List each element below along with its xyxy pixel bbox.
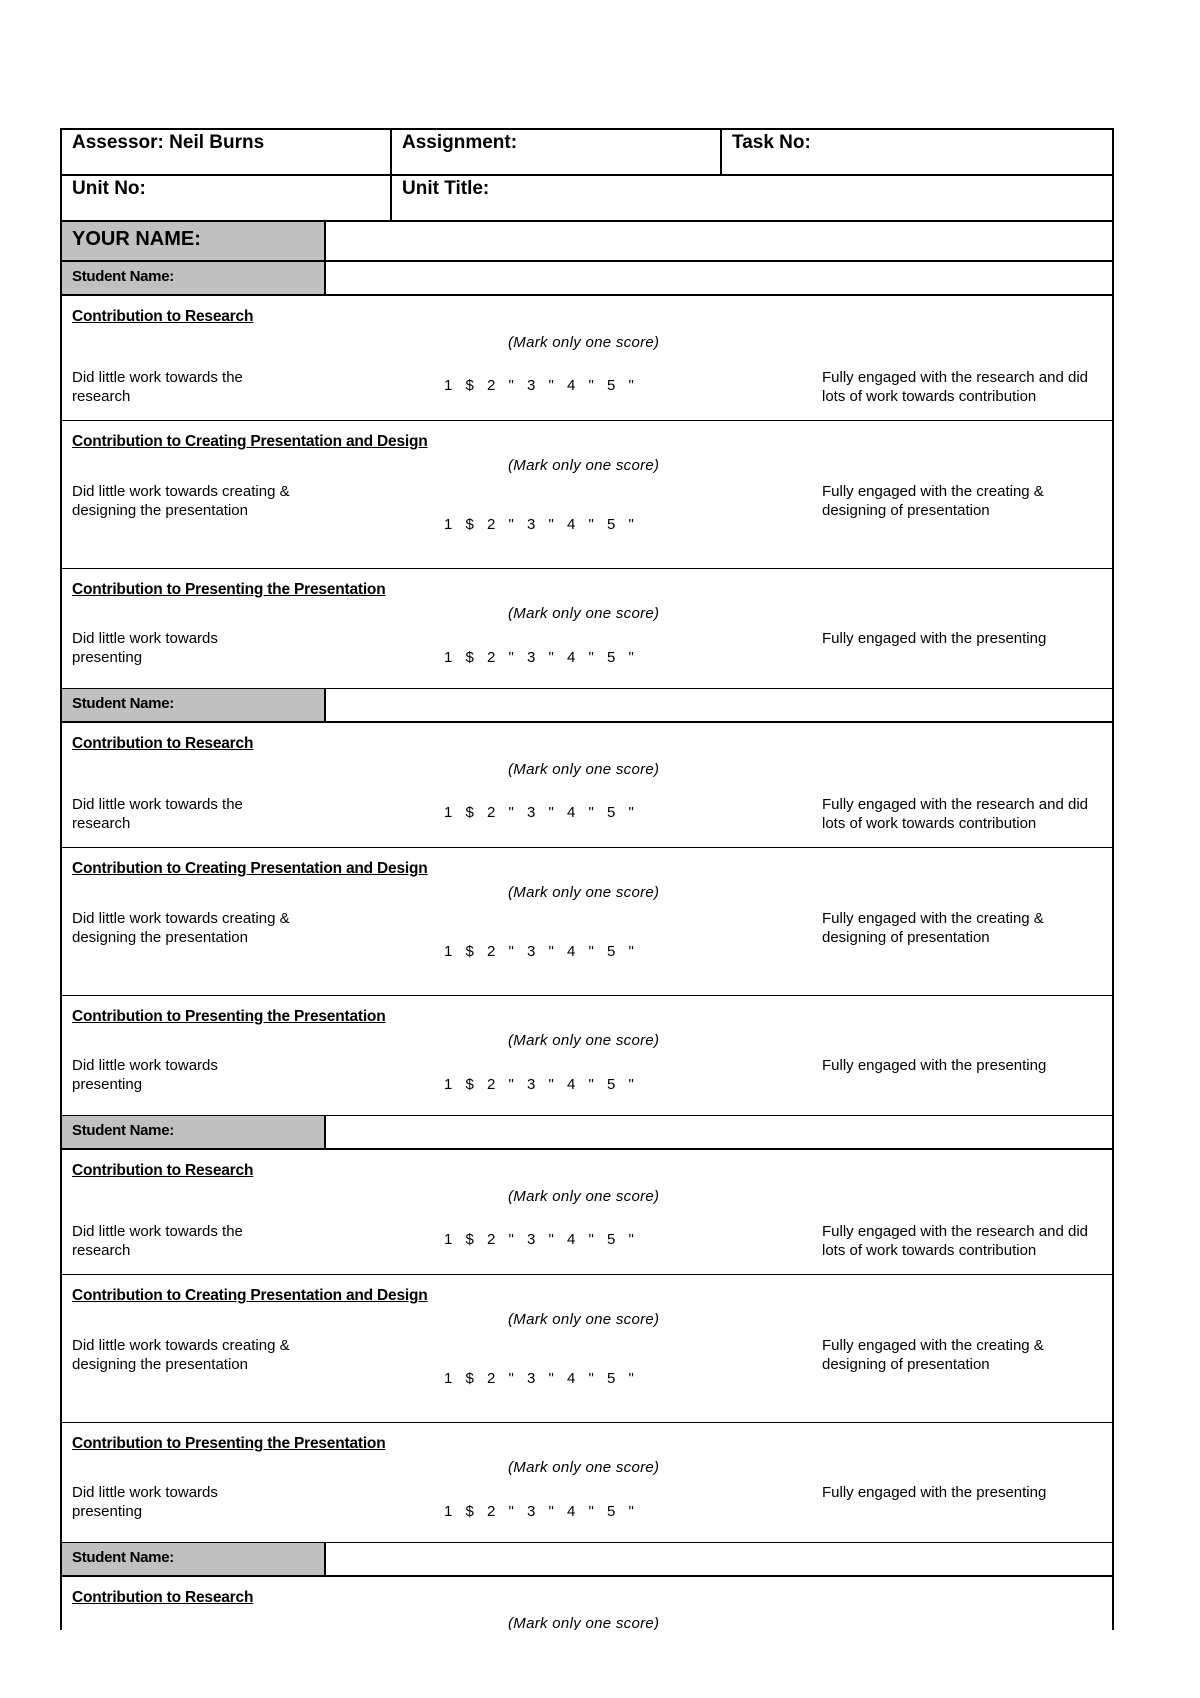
mark-note: (Mark only one score) xyxy=(508,334,660,351)
criterion-title: Contribution to Creating Presentation and Design xyxy=(72,1287,428,1304)
student-name-input[interactable] xyxy=(326,262,1112,294)
criterion-title: Contribution to Research xyxy=(72,308,254,325)
unit-title-field[interactable]: Unit Title: xyxy=(402,178,490,199)
high-descriptor: Fully engaged with the creating & designing of presentation xyxy=(822,1337,1044,1373)
student-name-input[interactable] xyxy=(326,689,1112,721)
low-descriptor: Did little work towards the research xyxy=(72,1223,243,1259)
criterion-title: Contribution to Presenting the Presentation xyxy=(72,1435,386,1452)
criterion-title: Contribution to Research xyxy=(72,1589,254,1606)
criterion-title: Contribution to Research xyxy=(72,735,254,752)
high-descriptor: Fully engaged with the presenting xyxy=(822,630,1047,647)
mark-note: (Mark only one score) xyxy=(508,1311,660,1328)
criterion-title: Contribution to Presenting the Presentation xyxy=(72,581,386,598)
unit-no-field[interactable]: Unit No: xyxy=(62,176,392,220)
score-scale[interactable]: 1 $ 2 " 3 " 4 " 5 " xyxy=(444,1370,634,1387)
low-descriptor: Did little work towards presenting xyxy=(72,1057,218,1093)
criterion-title: Contribution to Presenting the Presentation xyxy=(72,1008,386,1025)
low-descriptor: Did little work towards the research xyxy=(72,369,243,405)
high-descriptor: Fully engaged with the research and did lots of work towards contribution xyxy=(822,1223,1089,1259)
score-scale[interactable]: 1 $ 2 " 3 " 4 " 5 " xyxy=(444,516,634,533)
student-name-label: Student Name: xyxy=(62,1543,326,1575)
assessment-page xyxy=(60,128,1114,1630)
criterion-title: Contribution to Creating Presentation and Design xyxy=(72,860,428,877)
student-name-input[interactable] xyxy=(326,1543,1112,1575)
assessor-field: Assessor: Neil Burns xyxy=(62,130,392,174)
header-row-1 xyxy=(62,130,1112,176)
score-scale[interactable]: 1 $ 2 " 3 " 4 " 5 " xyxy=(444,804,634,821)
criterion-research xyxy=(62,1577,1112,1630)
high-descriptor: Fully engaged with the creating & designing of presentation xyxy=(822,483,1044,519)
mark-note: (Mark only one score) xyxy=(508,884,660,901)
score-scale[interactable]: 1 $ 2 " 3 " 4 " 5 " xyxy=(444,943,634,960)
criterion-research xyxy=(62,723,1112,848)
low-descriptor: Did little work towards creating & designing the presentation xyxy=(72,910,290,946)
criterion-title: Contribution to Research xyxy=(72,1162,254,1179)
criterion-design xyxy=(62,1275,1112,1423)
student-name-label: Student Name: xyxy=(62,262,326,294)
low-descriptor: Did little work towards creating & designing the presentation xyxy=(72,1337,290,1373)
score-scale[interactable]: 1 $ 2 " 3 " 4 " 5 " xyxy=(444,377,634,394)
mark-note: (Mark only one score) xyxy=(508,1459,660,1476)
student-name-row xyxy=(62,1543,1112,1577)
student-name-label: Student Name: xyxy=(62,1116,326,1148)
high-descriptor: Fully engaged with the research and did lots of work towards contribution xyxy=(822,369,1089,405)
mark-note: (Mark only one score) xyxy=(508,1188,660,1205)
score-scale[interactable]: 1 $ 2 " 3 " 4 " 5 " xyxy=(444,649,634,666)
mark-note: (Mark only one score) xyxy=(508,1615,660,1630)
criterion-research xyxy=(62,1150,1112,1275)
student-name-label: Student Name: xyxy=(62,689,326,721)
score-scale[interactable]: 1 $ 2 " 3 " 4 " 5 " xyxy=(444,1503,634,1520)
your-name-row xyxy=(62,222,1112,262)
high-descriptor: Fully engaged with the presenting xyxy=(822,1484,1047,1501)
student-name-row xyxy=(62,1116,1112,1150)
high-descriptor: Fully engaged with the creating & designing of presentation xyxy=(822,910,1044,946)
criterion-presenting xyxy=(62,1423,1112,1543)
mark-note: (Mark only one score) xyxy=(508,761,660,778)
your-name-input[interactable] xyxy=(326,222,1112,260)
criterion-title: Contribution to Creating Presentation and Design xyxy=(72,433,428,450)
header-row-2 xyxy=(62,176,1112,222)
low-descriptor: Did little work towards the research xyxy=(72,796,243,832)
criterion-presenting xyxy=(62,996,1112,1116)
high-descriptor: Fully engaged with the presenting xyxy=(822,1057,1047,1074)
criterion-design xyxy=(62,421,1112,569)
student-name-input[interactable] xyxy=(326,1116,1112,1148)
low-descriptor: Did little work towards creating & designing the presentation xyxy=(72,483,290,519)
task-no-field[interactable]: Task No: xyxy=(732,132,811,153)
your-name-label: YOUR NAME: xyxy=(62,222,326,260)
criterion-design xyxy=(62,848,1112,996)
mark-note: (Mark only one score) xyxy=(508,457,660,474)
score-scale[interactable]: 1 $ 2 " 3 " 4 " 5 " xyxy=(444,1076,634,1093)
high-descriptor: Fully engaged with the research and did lots of work towards contribution xyxy=(822,796,1089,832)
low-descriptor: Did little work towards presenting xyxy=(72,630,218,666)
mark-note: (Mark only one score) xyxy=(508,605,660,622)
low-descriptor: Did little work towards presenting xyxy=(72,1484,218,1520)
mark-note: (Mark only one score) xyxy=(508,1032,660,1049)
peer-assessment-form xyxy=(60,128,1114,1630)
score-scale[interactable]: 1 $ 2 " 3 " 4 " 5 " xyxy=(444,1231,634,1248)
student-name-row xyxy=(62,689,1112,723)
criterion-presenting xyxy=(62,569,1112,689)
student-name-row xyxy=(62,262,1112,296)
criterion-research xyxy=(62,296,1112,421)
assignment-field[interactable]: Assignment: xyxy=(392,130,722,174)
